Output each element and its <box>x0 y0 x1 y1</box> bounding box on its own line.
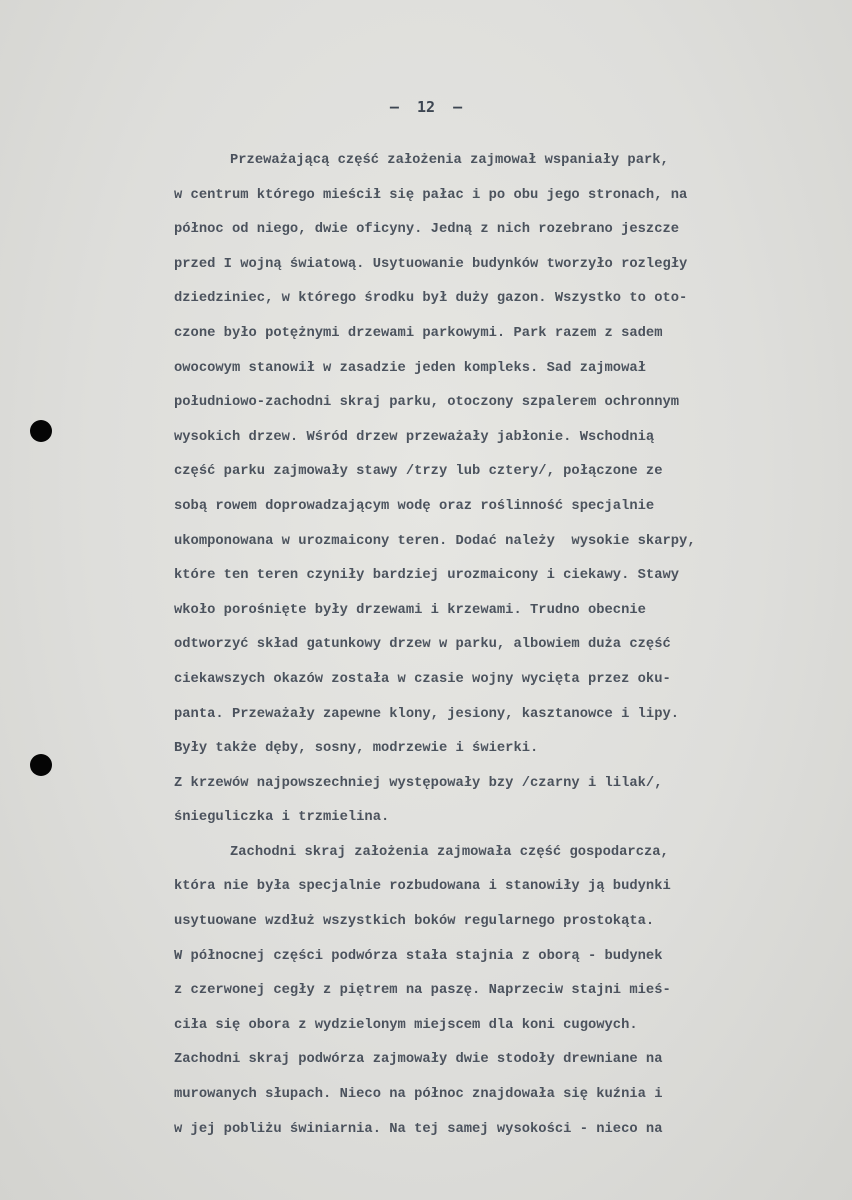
text-line: z czerwonej cegły z piętrem na paszę. Naprzeciw stajni mieś- <box>174 983 671 999</box>
text-line: Były także dęby, sosny, modrzewie i świerki. <box>174 741 539 757</box>
text-line: która nie była specjalnie rozbudowana i stanowiły ją budynki <box>174 879 671 895</box>
text-line: W północnej części podwórza stała stajnia z oborą - budynek <box>174 948 663 964</box>
page-number: – 12 – <box>389 98 463 116</box>
text-line: panta. Przeważały zapewne klony, jesiony, kasztanowce i lipy. <box>174 706 680 722</box>
text-line: w jej pobliżu świniarnia. Na tej samej wysokości - nieco na <box>174 1121 663 1137</box>
text-line: północ od niego, dwie oficyny. Jedną z nich rozebrano jeszcze <box>174 222 680 238</box>
text-line: przed I wojną światową. Usytuowanie budynków tworzyło rozległy <box>174 256 688 272</box>
text-line: wkoło porośnięte były drzewami i krzewami. Trudno obecnie <box>174 602 646 618</box>
text-line: w centrum którego mieścił się pałac i po obu jego stronach, na <box>174 187 688 203</box>
text-line: odtworzyć skład gatunkowy drzew w parku, albowiem duża część <box>174 637 671 653</box>
text-line: Przeważającą część założenia zajmował wspaniały park, <box>230 153 669 168</box>
text-line: ciła się obora z wydzielonym miejscem dla koni cugowych. <box>174 1017 638 1033</box>
text-line: dziedziniec, w którego środku był duży gazon. Wszystko to oto- <box>174 291 688 307</box>
text-line: ciekawszych okazów została w czasie wojny wycięta przez oku- <box>174 671 671 687</box>
punch-hole-lower <box>30 754 52 776</box>
text-line: Z krzewów najpowszechniej występowały bzy /czarny i lilak/, <box>174 775 663 791</box>
text-line: ukomponowana w urozmaicony teren. Dodać należy wysokie skarpy, <box>174 533 696 549</box>
punch-hole-upper <box>30 420 52 442</box>
text-line: murowanych słupach. Nieco na północ znajdowała się kuźnia i <box>174 1087 663 1103</box>
text-line: czone było potężnymi drzewami parkowymi. Park razem z sadem <box>174 325 663 341</box>
text-line: część parku zajmowały stawy /trzy lub cztery/, połączone ze <box>174 464 663 480</box>
text-line: sobą rowem doprowadzającym wodę oraz roślinność specjalnie <box>174 498 655 514</box>
text-line: które ten teren czyniły bardziej urozmaicony i ciekawy. Stawy <box>174 568 680 584</box>
text-line: południowo-zachodni skraj parku, otoczony szpalerem ochronnym <box>174 395 680 411</box>
text-line: owocowym stanowił w zasadzie jeden kompleks. Sad zajmował <box>174 360 646 376</box>
text-line: śnieguliczka i trzmielina. <box>174 810 390 826</box>
text-line: usytuowane wzdłuż wszystkich boków regularnego prostokąta. <box>174 914 655 930</box>
body-text <box>174 144 844 1147</box>
text-line: wysokich drzew. Wśród drzew przeważały jabłonie. Wschodnią <box>174 429 655 445</box>
text-line: Zachodni skraj podwórza zajmowały dwie stodoły drewniane na <box>174 1052 663 1068</box>
text-line: Zachodni skraj założenia zajmowała część gospodarcza, <box>230 844 669 860</box>
